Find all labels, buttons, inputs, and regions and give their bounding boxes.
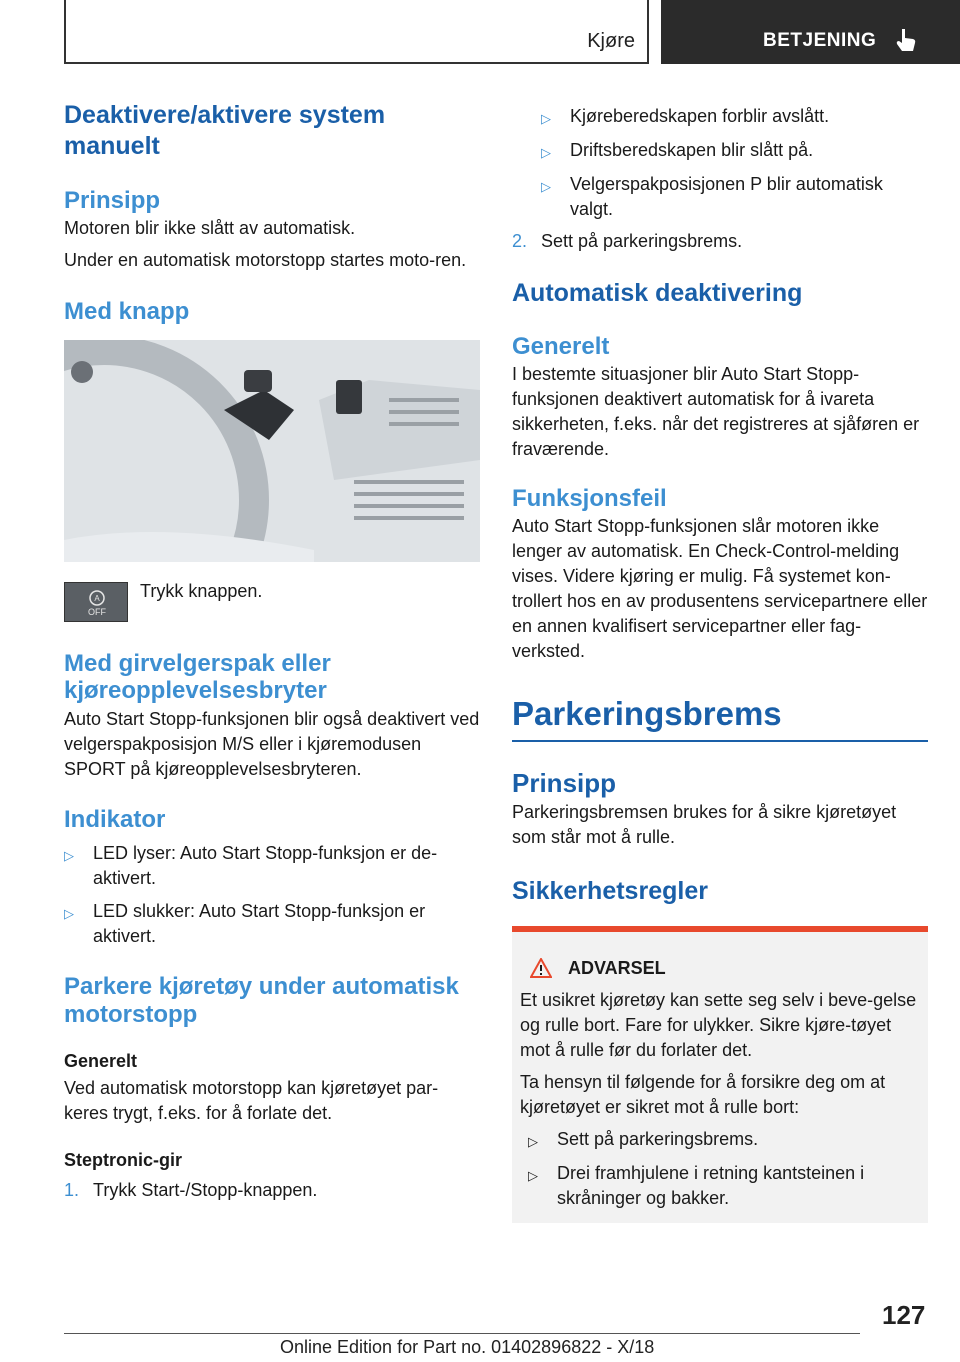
heading-with-button: Med knapp	[64, 298, 190, 325]
step-1-subitem-2	[512, 138, 928, 165]
warning-title: ADVARSEL	[568, 958, 666, 978]
header-chapter-tab	[661, 0, 960, 64]
step-1-subitem-3	[512, 172, 928, 222]
cockpit-photo	[64, 340, 480, 562]
bullet-triangle-icon: ▷	[64, 848, 74, 863]
heading-selector-lever: Med girvelgerspak eller kjøreopplevelsesbryter	[64, 650, 331, 704]
bullet-triangle-icon: ▷	[528, 1134, 538, 1149]
button-icon-off-label: OFF	[88, 607, 106, 617]
general-right-text: I bestemte situasjoner blir Auto Start Stopp-funksjonen deaktivert automatisk for å ivareta sikkerheten, f.eks. når det registreres at sjåføren er fraværende.	[512, 364, 920, 459]
indicator-item-2	[64, 899, 480, 949]
auto-start-stop-off-button-icon	[64, 582, 128, 622]
heading-auto-deactivation: Automatisk deaktivering	[512, 279, 803, 307]
step-number: 1.	[64, 1180, 80, 1200]
selector-text: Auto Start Stopp-funksjonen blir også deaktivert ved velgerspakposisjon M/S eller i kjøremodusen SPORT på kjøreopplevelsesbryteren.	[64, 709, 480, 779]
cockpit-illustration	[64, 340, 480, 562]
heading-safety-rules: Sikkerhetsregler	[512, 877, 708, 905]
heading-general-right: Generelt	[512, 333, 610, 360]
heading-indicator: Indikator	[64, 806, 166, 833]
principle-right-text: Parkeringsbremsen brukes for å sikre kjøretøyet som står mot å rulle.	[512, 802, 897, 847]
button-instruction-row	[64, 582, 480, 622]
warning-box	[512, 926, 928, 1223]
heading-principle: Prinsipp	[64, 187, 161, 214]
auto-start-stop-icon	[65, 583, 129, 623]
warning-text-1: Et usikret kjøretøy kan sette seg selv i beve-gelse og rulle bort. Fare for ulykker. Sikre kjøre-tøyet mot å rulle før du forlater det.	[520, 990, 917, 1060]
bullet-triangle-icon: ▷	[541, 111, 551, 126]
step-number: 2.	[512, 231, 528, 251]
warning-text-2: Ta hensyn til følgende for å forsikre deg om at kjøretøyet er sikret mot å rulle bort:	[520, 1072, 886, 1117]
left-column	[64, 100, 480, 1203]
step-1	[64, 1178, 480, 1203]
header-section-label: Kjøre	[587, 30, 635, 52]
warning-item-1	[520, 1127, 920, 1154]
principle-text-1: Motoren blir ikke slått av automatisk.	[64, 218, 356, 238]
header-section-tab	[64, 0, 649, 64]
warning-item-2	[520, 1161, 920, 1211]
warning-item-1-text: Sett på parkeringsbrems.	[557, 1129, 759, 1149]
heading-general: Generelt	[64, 1051, 138, 1071]
pointing-hand-icon	[893, 27, 919, 53]
step-2-text: Sett på parkeringsbrems.	[541, 231, 743, 251]
bullet-triangle-icon: ▷	[541, 145, 551, 160]
footer-divider	[64, 1333, 860, 1334]
svg-text:A: A	[94, 594, 100, 603]
heading-steptronic: Steptronic-gir	[64, 1150, 183, 1170]
indicator-item-2-text: LED slukker: Auto Start Stopp-funksjon er aktivert.	[93, 901, 426, 946]
subitem-2-text: Driftsberedskapen blir slått på.	[570, 140, 814, 160]
subitem-3-text: Velgerspakposisjonen P blir automatisk valgt.	[570, 174, 883, 219]
section-title-manual: Deaktivere/aktivere system manuelt	[64, 101, 386, 160]
warning-triangle-icon	[530, 958, 552, 978]
footer-edition: Online Edition for Part no. 01402896822 - X/18	[280, 1337, 655, 1357]
header-chapter-label: BETJENING	[763, 30, 877, 51]
indicator-item-1-text: LED lyser: Auto Start Stopp-funksjon er de-aktivert.	[93, 843, 438, 888]
bullet-triangle-icon: ▷	[64, 906, 74, 921]
heading-park-vehicle: Parkere kjøretøy under automatisk motorstopp	[64, 973, 459, 1028]
page-header	[64, 0, 960, 64]
malfunction-text: Auto Start Stopp-funksjonen slår motoren ikke lenger av automatisk. En Check-Control-melding vises. Videre kjøring er mulig. Få systemet kon-trollert hos en av produsentens servicepartnere eller en annen kvalifisert servicepartner eller fag-verksted.	[512, 516, 928, 661]
warning-header	[520, 956, 920, 980]
indicator-item-1	[64, 841, 480, 891]
step-2	[512, 229, 928, 254]
principle-text-2: Under en automatisk motorstopp startes moto-ren.	[64, 250, 467, 270]
chapter-title-parking-brake: Parkeringsbrems	[512, 694, 928, 742]
heading-principle-right: Prinsipp	[512, 768, 617, 798]
heading-malfunction: Funksjonsfeil	[512, 485, 667, 512]
button-caption: Trykk knappen.	[140, 581, 263, 601]
step-1-text: Trykk Start-/Stopp-knappen.	[93, 1180, 318, 1200]
bullet-triangle-icon: ▷	[528, 1168, 538, 1183]
step-1-subitem-1	[512, 104, 928, 131]
page-number: 127	[882, 1300, 926, 1330]
bullet-triangle-icon: ▷	[541, 179, 551, 194]
right-column	[512, 104, 928, 1223]
warning-item-2-text: Drei framhjulene i retning kantsteinen i skråninger og bakker.	[557, 1163, 865, 1208]
general-text: Ved automatisk motorstopp kan kjøretøyet par-keres trygt, f.eks. for å forlate det.	[64, 1078, 439, 1123]
subitem-1-text: Kjøreberedskapen forblir avslått.	[570, 106, 830, 126]
